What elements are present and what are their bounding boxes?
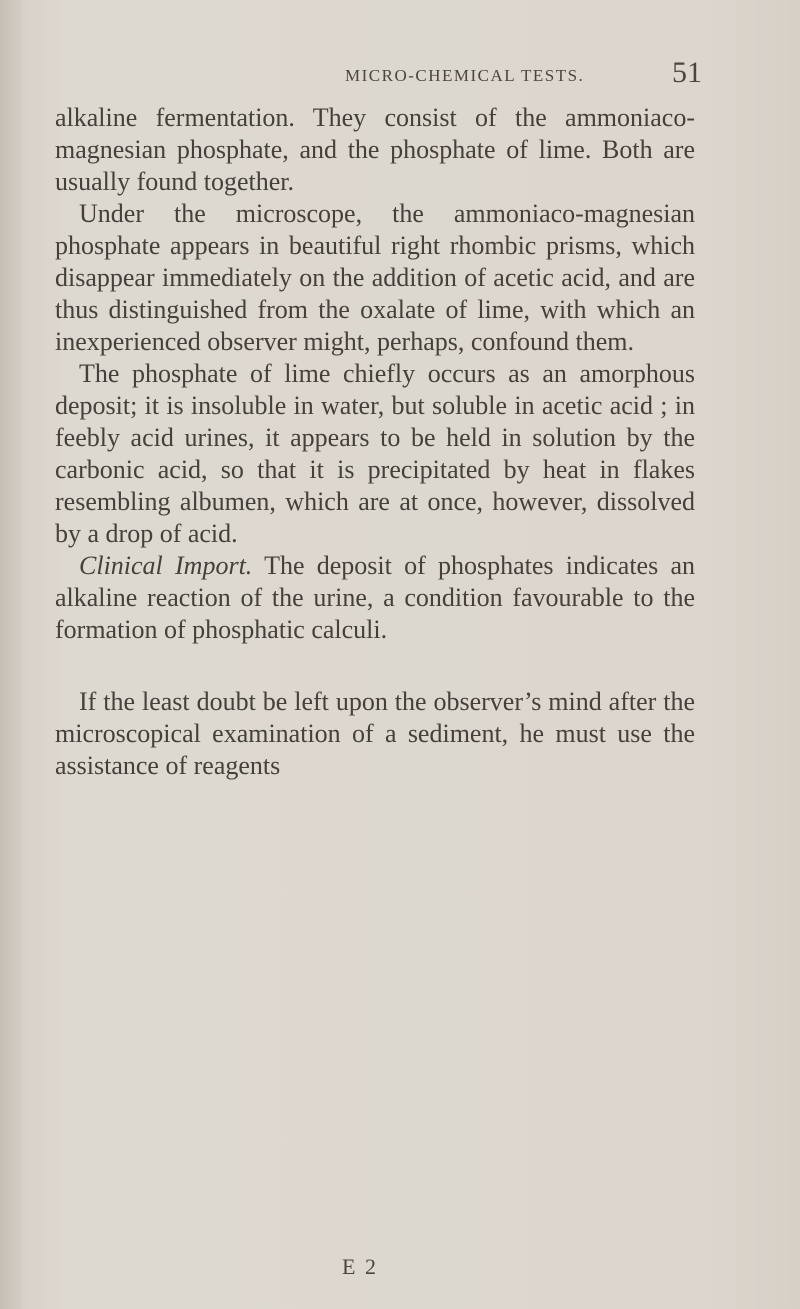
paragraph-1: alkaline fermentation. They consist of the ammoniaco-magnesian phosphate, and the phosphate of lime. Both are usually found together. bbox=[55, 103, 695, 196]
paragraph-4-text: The deposit of phosphates indicates an alkaline reaction of the urine, a condition favourable to the formation of phosphatic calculi. bbox=[55, 551, 695, 644]
signature-mark: E 2 bbox=[342, 1254, 378, 1279]
paragraph-4 bbox=[55, 550, 695, 646]
body-text bbox=[55, 102, 695, 782]
page-header bbox=[0, 56, 800, 96]
paragraph-3: The phosphate of lime chiefly occurs as an amorphous deposit; it is insoluble in water, but soluble in acetic acid ; in feebly acid urines, it appears to be held in solution by the carbonic acid, so that it is precipitated by heat in flakes resembling albumen, which are at once, however, dissolved by a drop of acid. bbox=[55, 359, 695, 548]
running-head: MICRO-CHEMICAL TESTS. bbox=[345, 66, 585, 85]
page-number: 51 bbox=[672, 56, 702, 89]
paragraph-5: If the least doubt be left upon the observer’s mind after the microscopical examination of a sediment, he must use the assistance of reagents bbox=[55, 687, 695, 780]
clinical-import-heading: Clinical Import. bbox=[79, 551, 253, 580]
section-gap bbox=[55, 646, 695, 686]
page-gutter bbox=[0, 0, 22, 1309]
paragraph-2: Under the microscope, the ammoniaco-magnesian phosphate appears in beautiful right rhombic prisms, which disappear immediately on the addition of acetic acid, and are thus distinguished from the oxalate of lime, with which an inexperienced observer might, perhaps, confound them. bbox=[55, 199, 695, 356]
